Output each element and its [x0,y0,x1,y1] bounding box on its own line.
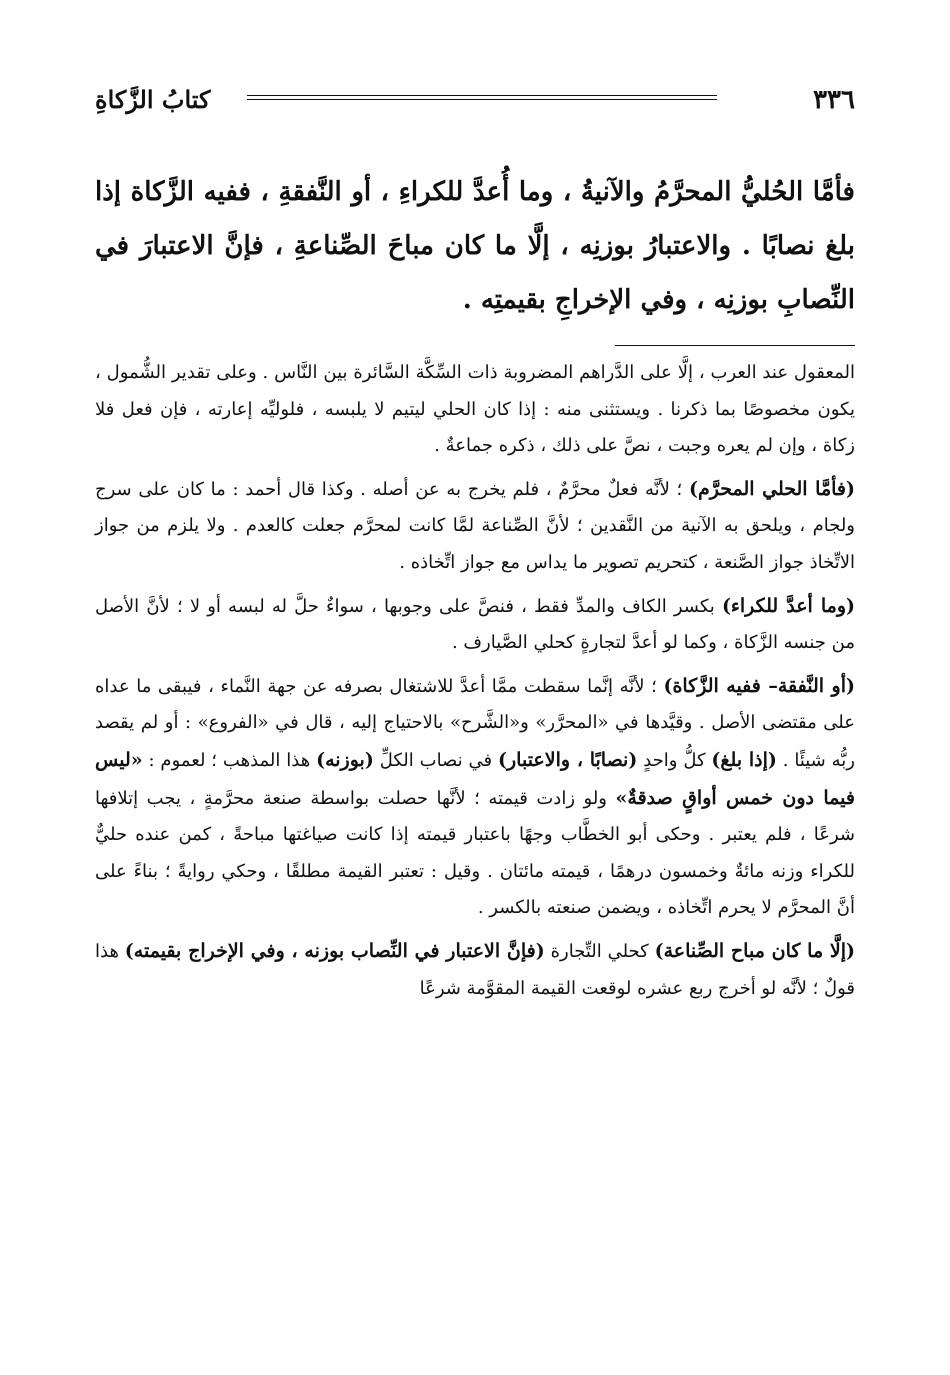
lemma: (بوزنه) [316,748,374,771]
lemma: (وما أعدَّ للكراء) [721,594,855,617]
commentary-text: كلُّ واحدٍ [637,749,712,771]
commentary-paragraph-1: المعقول عند العرب ، إلَّا على الدَّراهم المضروبة ذات السِّكَّة السَّائرة بين النَّاس . وعلى تقدير الشُّمول ، يكون مخصوصًا بما ذكرنا . ويستثنى منه : إذا كان الحلي ليتيم لا يلبسه ، فلوليِّه إعارته ، فإن فعل فلا زكاة ، وإن لم يعره وجبت ، نصَّ على ذلك ، ذكره جماعةٌ . [95,362,855,457]
lemma: (نصابًا ، والاعتبار) [498,748,638,771]
commentary-text: بكسر الكاف والمدِّ فقط ، فنصَّ على وجوبها ، سواءٌ حلَّ له لبسه أو لا ؛ لأنَّ الأصل من جنسه الزَّكاة ، وكما لو أعدَّ لتجارةٍ كحلي الصَّيارف . [95,595,855,654]
lemma: (إلَّا ما كان مباح الصِّناعة) [654,939,855,962]
commentary [95,355,855,1013]
commentary-text: ولو زادت قيمته ؛ لأنَّها حصلت بواسطة صنعة محرَّمةٍ ، يجب إتلافها شرعًا ، فلم يعتبر . وحكى أبو الخطَّاب وجهًا باعتبار قيمته إذا كانت صياغتها مباحةً ، كمن عنده حليٌّ للكراء وزنه مائةٌ وخمسون درهمًا ، قيمته مائتان . وقيل : تعتبر القيمة مطلقًا ، وحكي روايةً ؛ بناءً على أنَّ المحرَّم لا يحرم اتِّخاذه ، ويضمن صنعته بالكسر . [95,787,855,919]
page-header [95,80,855,120]
main-text: فأمَّا الحُليُّ المحرَّمُ والآنيةُ ، وما أُعدَّ للكراءِ ، أو النَّفقةِ ، ففيه الزَّكاة إذا بلغ نصابًا . والاعتبارُ بوزنِه ، إلَّا ما كان مباحَ الصِّناعةِ ، فإنَّ الاعتبارَ في النِّصابِ بوزنِه ، وفي الإخراجِ بقيمتِه . [95,177,855,315]
commentary-paragraph-3 [95,588,855,662]
commentary-paragraph-4 [95,668,855,927]
lemma: (أو النَّفقة– ففيه الزَّكاة) [663,674,855,697]
lemma: (إذا بلغ) [711,748,777,771]
commentary-text: كحلي التِّجارة [544,940,655,962]
page-number: ٣٣٦ [813,85,855,115]
hadith-quote: «ليس فيما دون خمس أواقٍ صدقةٌ» [95,748,855,809]
lemma: (فإنَّ الاعتبار في النِّصاب بوزنه ، وفي الإخراج بقيمته) [124,939,545,962]
lemma: (فأمَّا الحلي المحرَّم) [688,477,855,500]
commentary-text: في نصاب الكلِّ [373,749,499,771]
commentary-text: ؛ لأنَّه فعلٌ محرَّمٌ ، فلم يخرج به عن أصله . وكذا قال أحمد : ما كان على سرج ولجام ، ويلحق به الآنية من النَّقدين ؛ لأنَّ الصِّناعة لمَّا كانت لمحرَّم جعلت كالعدم . ولا يلزم من جواز الاتِّخاذ جواز الصَّنعة ، كتحريم تصوير ما يداس مع جواز اتِّخاذه . [95,478,855,573]
commentary-text: هذا قولٌ ؛ لأنَّه لو أخرج ربع عشره لوقعت القيمة المقوَّمة شرعًا [95,940,855,999]
commentary-text: هذا المذهب ؛ لعموم : [142,749,317,771]
footnote-rule [615,345,855,346]
commentary-paragraph-5 [95,933,855,1007]
commentary-text: ؛ لأنَّه إنَّما سقطت ممَّا أعدَّ للاشتغال بصرفه عن جهة النَّماء ، فيبقى ما عداه على مقتضى الأصل . وقيَّدها في «المحرَّر» و«الشَّرح» بالاحتياج إليه ، قال في «الفروع» : أو لم يقصد ربُّه شيئًا . [95,675,855,771]
commentary-paragraph-2 [95,471,855,582]
header-rule [247,95,717,100]
running-title: كتابُ الزَّكاةِ [95,85,211,114]
